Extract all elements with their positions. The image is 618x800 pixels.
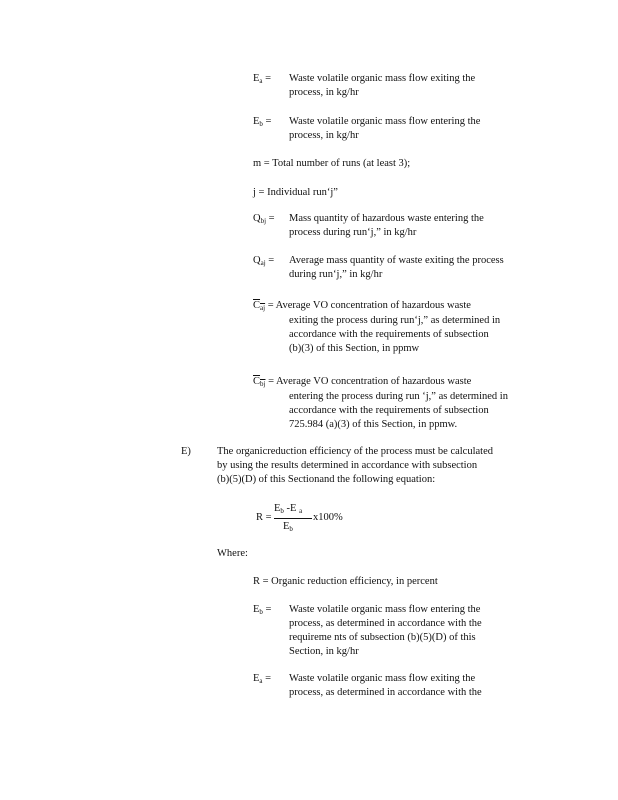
definition-text: Waste volatile organic mass flow exiting the process, as determined in accordance with the: [289, 673, 482, 698]
where-label: Where:: [217, 548, 248, 559]
equation-numerator: $E_b$ -E $_a$: [274, 503, 303, 515]
definition-symbol: $Q_{bj}$ =: [253, 213, 275, 225]
paragraph-e-text: The organicreduction efficiency of the process must be calculated by using the results determined in accordance with subsection (b)(5)(D) of this Sectionand the following equation:: [217, 446, 493, 485]
fraction-bar: [274, 518, 312, 519]
definition-text: Waste volatile organic mass flow entering the process, as determined in accordance with the requireme nts of subsection (b)(5)(D) of this Section, in kg/hr: [289, 604, 482, 657]
definition-m: m = Total number of runs (at least 3);: [253, 158, 411, 169]
definition-text: Average mass quantity of waste exiting the process during run‘j,” in kg/hr: [289, 255, 504, 280]
definition-j: j = Individual run‘j”: [253, 187, 338, 198]
definition-symbol: $E_a$ =: [253, 673, 272, 685]
definition-symbol: $E_b$ =: [253, 116, 272, 128]
definition-text: Waste volatile organic mass flow exiting the process, in kg/hr: [289, 73, 476, 98]
equation-multiplier: x100%: [313, 512, 343, 523]
definition-r: R = Organic reduction efficiency, in percent: [253, 576, 438, 587]
definition-symbol: $E_a$ =: [253, 73, 272, 85]
definition-symbol: $Q_{aj}$ =: [253, 255, 275, 267]
equation-denominator: $E_b$: [283, 521, 293, 533]
paragraph-e-label: E): [181, 446, 191, 457]
definition-symbol: $C_{bj}$ = Average VO concentration of hazardous waste: [253, 376, 472, 388]
definition-text: entering the process during run ‘j,” as determined in accordance with the requirements of subsection 725.984 (a)(3) of this Section, in ppmw.: [289, 391, 508, 430]
definition-text: exiting the process during run‘j,” as determined in accordance with the requirements of subsection (b)(3) of this Section, in ppmw: [289, 315, 501, 354]
definition-text: Waste volatile organic mass flow entering the process, in kg/hr: [289, 116, 481, 141]
definition-text: Mass quantity of hazardous waste entering the process during run‘j,” in kg/hr: [289, 213, 484, 238]
definition-symbol: $E_b$ =: [253, 604, 272, 616]
equation-lhs: R =: [256, 512, 272, 523]
definition-symbol: $C_{aj}$ = Average VO concentration of hazardous waste: [253, 300, 471, 312]
